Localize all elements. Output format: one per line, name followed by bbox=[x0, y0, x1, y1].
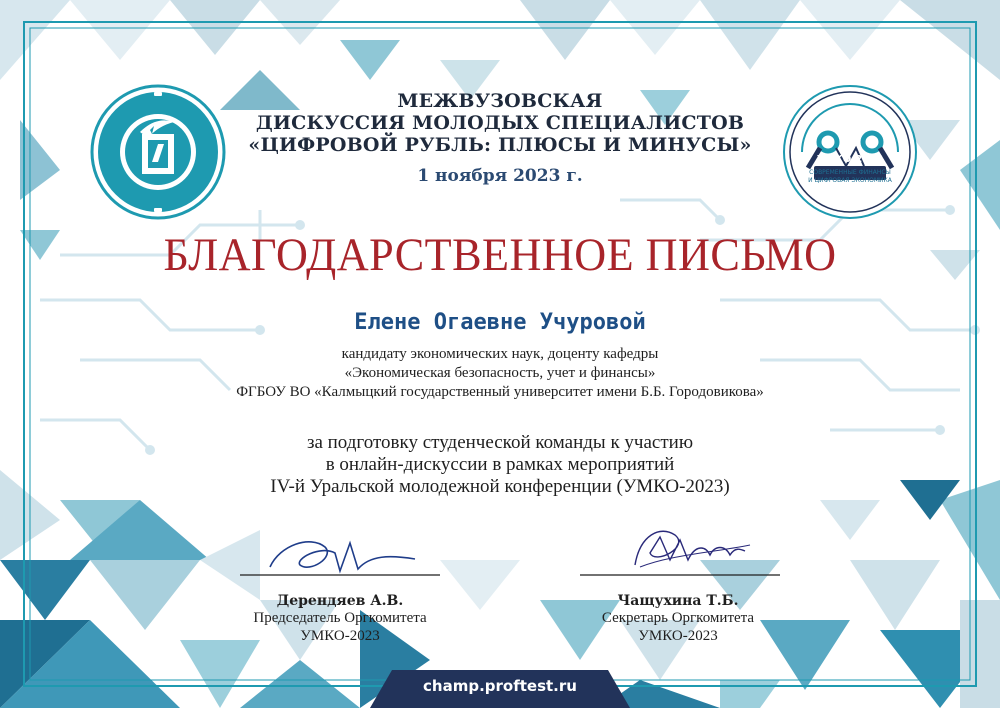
header-line-3: «ЦИФРОВОЙ РУБЛЬ: ПЛЮСЫ И МИНУСЫ» bbox=[248, 134, 752, 156]
signer-role-left: Председатель Оргкомитета bbox=[253, 610, 427, 626]
signer-org-right: УМКО-2023 bbox=[638, 628, 718, 644]
signer-name-right: Чащухина Т.Б. bbox=[617, 593, 739, 609]
body-line-3: IV-й Уральской молодежной конференции (УМКО-2023) bbox=[270, 476, 730, 497]
umko-sub-line-1: СОВРЕМЕННЫЕ ФИНАНСЫ bbox=[809, 169, 891, 176]
umko-logo-icon bbox=[780, 82, 920, 222]
description-line-2: «Экономическая безопасность, учет и финансы» bbox=[344, 365, 656, 381]
gratitude-body bbox=[120, 432, 880, 498]
header-line-2: ДИСКУССИЯ МОЛОДЫХ СПЕЦИАЛИСТОВ bbox=[255, 112, 745, 134]
signer-name-left: Дерендяев А.В. bbox=[276, 593, 404, 609]
agency-logo-icon bbox=[88, 82, 228, 222]
umko-logo-subtitle bbox=[800, 169, 900, 185]
description-line-1: кандидату экономических наук, доценту кафедры bbox=[341, 346, 659, 362]
signer-role-right: Секретарь Оргкомитета bbox=[601, 610, 755, 626]
signature-right-icon bbox=[580, 515, 780, 585]
recipient-name: Елене Огаевне Учуровой bbox=[354, 310, 646, 335]
umko-year-text: 2023 bbox=[855, 154, 884, 165]
signature-block-left bbox=[190, 593, 490, 645]
umko-sub-line-2: И ЦИФРОВАЯ ЭКОНОМИКА bbox=[808, 177, 892, 184]
header-line-1: МЕЖВУЗОВСКАЯ bbox=[397, 90, 603, 112]
umko-logo-name bbox=[814, 153, 886, 167]
signature-block-right bbox=[528, 593, 828, 645]
description-line-3: ФГБОУ ВО «Калмыцкий государственный университет имени Б.Б. Городовикова» bbox=[236, 384, 764, 400]
umko-name-text: УМКО bbox=[816, 154, 852, 165]
event-date: 1 ноября 2023 г. bbox=[417, 166, 583, 186]
signer-org-left: УМКО-2023 bbox=[300, 628, 380, 644]
footer-website-link[interactable]: champ.proftest.ru bbox=[423, 677, 577, 695]
event-header bbox=[230, 90, 770, 186]
signature-left-icon bbox=[240, 525, 440, 585]
recipient-description bbox=[120, 345, 880, 402]
body-line-1: за подготовку студенческой команды к участию bbox=[306, 432, 694, 453]
document-title: БЛАГОДАРСТВЕННОЕ ПИСЬМО bbox=[163, 229, 837, 281]
body-line-2: в онлайн-дискуссии в рамках мероприятий bbox=[325, 454, 675, 475]
